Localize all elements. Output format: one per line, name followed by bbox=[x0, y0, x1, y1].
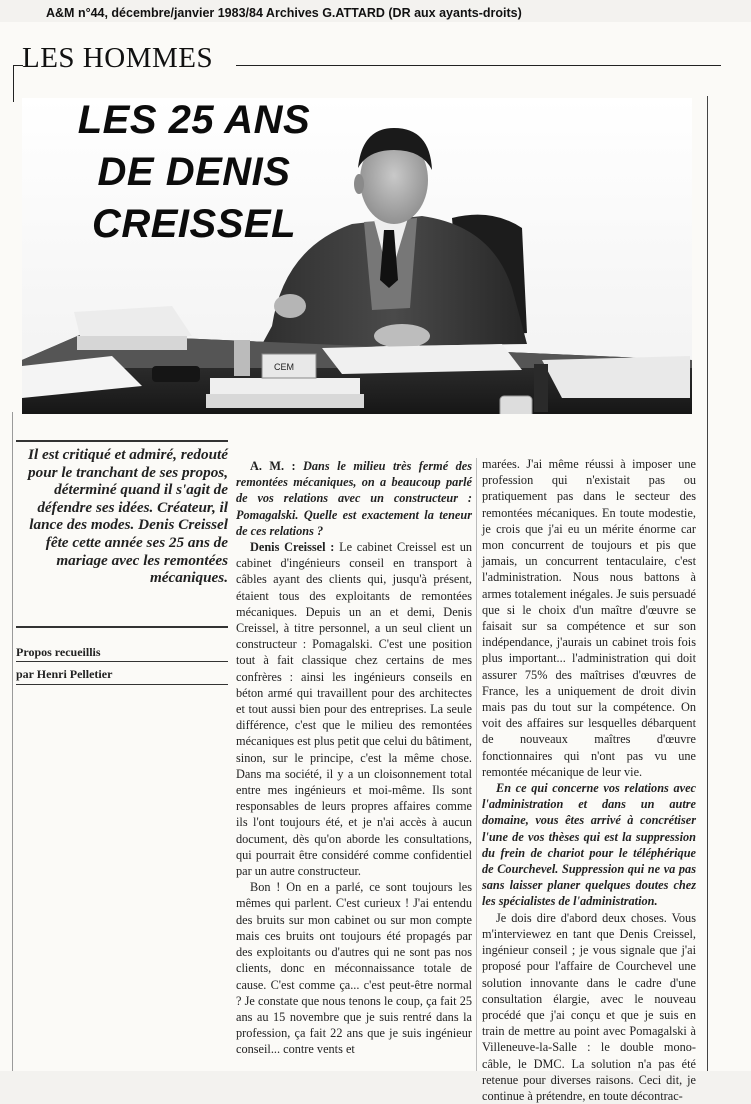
answer-2: Bon ! On en a parlé, ce sont toujours les mêmes qui parlent. C'est curieux ! J'ai entendu des bruits sur mon cabinet ou sur mon compte mais ces bruits ont toujours été propagés par des exploitants ou d'autres qui ne sont pas nos clients, donc en méconnaissance totale de cause. C'est comme ça... c'est peut-être normal ? Je constate que nous tenons le coup, ça fait 25 ans au 15 novembre que je suis rentré dans la profession, ça fait 22 ans que je suis ingénieur conseil... contre vents et bbox=[236, 880, 472, 1057]
byline-rule bbox=[16, 661, 228, 662]
column-divider bbox=[476, 458, 477, 1071]
question-2: En ce qui concerne vos relations avec l'administration et dans un autre domaine, vous êtes arrivé à concrétiser l'une de vos thèses qui est la suppression du frein de chariot pour le téléphérique de Courchevel. Suppression qui ne va pas sans laisser planer quelques doutes chez les spécialistes de l'administration. bbox=[482, 781, 696, 909]
photo-box-label: CEM bbox=[274, 362, 294, 372]
article-column-3 bbox=[482, 456, 696, 1104]
headline-line-3: CREISSEL bbox=[91, 202, 297, 246]
question-1 bbox=[236, 458, 472, 539]
section-title: LES HOMMES bbox=[22, 42, 214, 74]
headline-line-1: LES 25 ANS bbox=[77, 98, 311, 142]
lead-paragraph: Il est critiqué et admiré, redouté pour le tranchant de ses propos, déterminé quand il s'agit de défendre ses idées. Créateur, il lance des modes. Denis Creissel fête cette année ses 25 ans de mariage avec les remontées mécaniques. bbox=[28, 446, 228, 587]
answer-3: Je dois dire d'abord deux choses. Vous m'interviewez en tant que Denis Creissel, ingénieur conseil ; je vous signale que j'ai proposé pour l'affaire de Courchevel une solution innovante dans le cadre d'une consultation élargie, avec le nouveau procédé que j'ai conçu et que je suis en train de mettre au point avec Pomagalski à Villeneuve-la-Salle : le double mono-câble, le DMC. La solution n'a pas été retenue pour diverses raisons. Ceci dit, je continue à prétendre, en toute décontrac- bbox=[482, 910, 696, 1103]
answer-2-continued: marées. J'ai même réussi à imposer une profession qui n'existait pas ou pratiquement pas dans le secteur des remontées mécaniques. En toute modestie, je crois que j'ai eu un mérite énorme car mon concurrent de toujours et pis que jamais, un concurrent tentaculaire, c'est l'administration. Nous nous battons à armes totalement inégales. Je suis persuadé que si le choix d'un maître d'œuvre se faisait sur sa compétence et sur son indépendance, j'aurais un cabinet trois fois plus important... l'administration qui doit assurer 75% des maîtrises d'œuvres de France, les a uniquement de droit divin mais pas du tout sur la compétence. On voit des affaires sur lesquelles débarquent de nouveaux maîtres d'œuvre fonctionnaires qui n'ont pas vu une remontée mécanique de leur vie. bbox=[482, 457, 696, 779]
source-note: A&M n°44, décembre/janvier 1983/84 Archives G.ATTARD (DR aux ayants-droits) bbox=[46, 6, 522, 20]
magazine-page bbox=[0, 22, 751, 1103]
byline-line-2: par Henri Pelletier bbox=[16, 667, 113, 681]
byline-line-1: Propos recueillis bbox=[16, 645, 101, 659]
answer-1-speaker: Denis Creissel : bbox=[250, 540, 340, 555]
answer-1 bbox=[236, 539, 472, 879]
frame-line-left bbox=[12, 412, 13, 1071]
headline-line-2: DE DENIS bbox=[97, 150, 291, 194]
question-1-text: Dans le milieu très fermé des remontées mécaniques, on a beaucoup parlé de vos relations avec un constructeur : Pomagalski. Quelle est exactement la teneur de ces relations ? bbox=[236, 459, 472, 538]
answer-1-text: Le cabinet Creissel est un cabinet d'ingénieurs conseil en transport à câbles ayant des clients qui, jusqu'à présent, étaient tous des exploitants de remontées mécaniques. Depuis un an et demi, Denis Creissel, à titre personnel, a un seul client un constructeur : Pomagalski. C'est une position tout à fait classique chez certains de mes confrères : ainsi les ingénieurs conseils en béton armé qui travaillent pour des architectes et tout aussi bien pour des entreprises. La seule différence, c'est que le milieu des remontées mécaniques est plus petit que celui du bâtiment, sinon, sur le principe, c'est la même chose. Dans ma société, il y a un cloisonnement total entre mes ingénieurs et moi-même. Ils sont responsables de leurs propres affaires comme ils l'ont toujours été, et je n'ai accès à aucun document, dès qu'on aborde les consultations, qui pourrait être considéré comme confidentiel par un autre constructeur. bbox=[236, 540, 473, 879]
byline-rule-bottom bbox=[16, 684, 228, 685]
section-rule bbox=[236, 65, 721, 66]
question-1-label: A. M. : bbox=[250, 459, 304, 473]
frame-line-right bbox=[707, 96, 708, 1071]
headline bbox=[64, 94, 324, 250]
lead-rule-bottom bbox=[16, 626, 228, 628]
article-column-2 bbox=[236, 458, 472, 1058]
